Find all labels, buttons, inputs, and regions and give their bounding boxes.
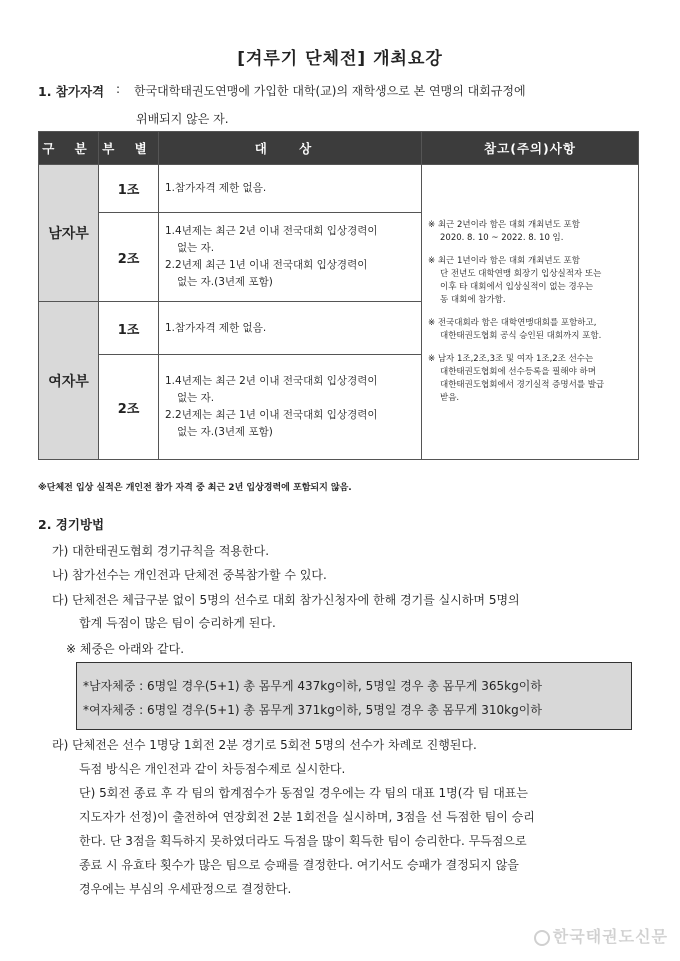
female-jo1-desc: 1.참가자격 제한 없음.: [159, 302, 422, 355]
female-jo2-desc: 1.4년제는 최근 2년 이내 전국대회 입상경력이 없는 자. 2.2년제는 최근 1년 이내 전국대회 입상경력이 없는 자.(3년제 포함): [159, 355, 422, 460]
rule-da-line1: 다) 단체전은 체급구분 없이 5명의 선수로 대회 참가신청자에 한해 경기를 실시하며 5명의: [52, 593, 520, 607]
notes-cell: [422, 165, 639, 460]
note-1: ※ 최근 2년이라 함은 대회 개최년도 포함 2020. 8. 10 ~ 2022. 8. 10 임.: [428, 220, 580, 243]
section1-colon: :: [116, 82, 121, 96]
rule-ra-line3: 단) 5회전 종료 후 각 팀의 합계점수가 동점일 경우에는 각 팀의 대표 1명(각 팀 대표는: [79, 786, 528, 800]
section1-text-line2: 위배되지 않은 자.: [136, 112, 229, 126]
rule-ra-line2: 득점 방식은 개인전과 같이 차등점수제로 실시한다.: [79, 762, 346, 776]
header-notes: 참고(주의)사항: [422, 132, 639, 165]
gender-male: 남자부: [39, 165, 99, 302]
male-jo2: 2조: [99, 213, 159, 302]
rule-ra-line5: 한다. 단 3점을 획득하지 못하였더라도 득점을 많이 획득한 팀이 승리한다. 무득점으로: [79, 834, 527, 848]
rule-na: 나) 참가선수는 개인전과 단체전 중복참가할 수 있다.: [52, 568, 327, 582]
rule-ra-line7: 경우에는 부심의 우세판정으로 결정한다.: [79, 882, 292, 896]
page-title: [겨루기 단체전] 개최요강: [237, 49, 443, 69]
note-2: ※ 최근 1년이라 함은 대회 개최년도 포함 단 전년도 대학연맹 회장기 입상실적자 또는 이후 타 대회에서 입상실적이 없는 경우는 동 대회에 참가함.: [428, 256, 602, 305]
header-category: 구 분: [39, 132, 99, 165]
rule-da-line2: 합계 득점이 많은 팀이 승리하게 된다.: [79, 616, 276, 630]
male-jo1-desc: 1.참가자격 제한 없음.: [159, 165, 422, 213]
rule-ra-line6: 종료 시 유효타 횟수가 많은 팀으로 승패를 결정한다. 여기서도 승패가 결정되지 않을: [79, 858, 519, 872]
male-jo1: 1조: [99, 165, 159, 213]
weight-box: [76, 662, 632, 730]
header-division: 부 별: [99, 132, 159, 165]
note-4: ※ 남자 1조,2조,3조 및 여자 1조,2조 선수는 대한태권도협회에 선수등록을 필해야 하며 대한태권도협회에서 경기실적 증명서를 발급 받음.: [428, 354, 605, 403]
rule-ga: 가) 대한태권도협회 경기규칙을 적용한다.: [52, 544, 270, 558]
weight-female: *여자체중 : 6명일 경우(5+1) 총 몸무게 371kg이하, 5명일 경우 총 몸무게 310kg이하: [83, 703, 542, 717]
section1-text-line1: 한국대학태권도연맹에 가입한 대학(교)의 재학생으로 본 연맹의 대회규정에: [134, 84, 526, 98]
weight-note: ※ 체중은 아래와 같다.: [66, 642, 185, 656]
watermark-logo-icon: [534, 930, 550, 946]
rule-ra-line4: 지도자가 선정)이 출전하여 연장회전 2분 1회전을 실시하며, 3점을 선 득점한 팀이 승리: [79, 810, 535, 824]
rule-ra-line1: 라) 단체전은 선수 1명당 1회전 2분 경기로 5회전 5명의 선수가 차례로 진행된다.: [52, 738, 477, 752]
male-jo2-desc: 1.4년제는 최근 2년 이내 전국대회 입상경력이 없는 자. 2.2년제 최근 1년 이내 전국대회 입상경력이 없는 자.(3년제 포함): [159, 213, 422, 302]
section2-heading: 2. 경기방법: [38, 517, 105, 532]
section1-heading: 1. 참가자격: [38, 84, 105, 99]
footnote: ※단체전 입상 실적은 개인전 참가 자격 중 최근 2년 입상경력에 포함되지 않음.: [38, 483, 352, 493]
gender-female: 여자부: [39, 302, 99, 460]
female-jo2: 2조: [99, 355, 159, 460]
header-target: 대 상: [159, 132, 422, 165]
watermark-text: 한국태권도신문: [552, 927, 668, 946]
watermark: [534, 924, 668, 947]
note-3: ※ 전국대회라 함은 대학연맹대회를 포함하고, 대한태권도협회 공식 승인된 대회까지 포함.: [428, 318, 602, 341]
weight-male: *남자체중 : 6명일 경우(5+1) 총 몸무게 437kg이하, 5명일 경우 총 몸무게 365kg이하: [83, 679, 542, 693]
female-jo1: 1조: [99, 302, 159, 355]
eligibility-table: [38, 131, 639, 460]
